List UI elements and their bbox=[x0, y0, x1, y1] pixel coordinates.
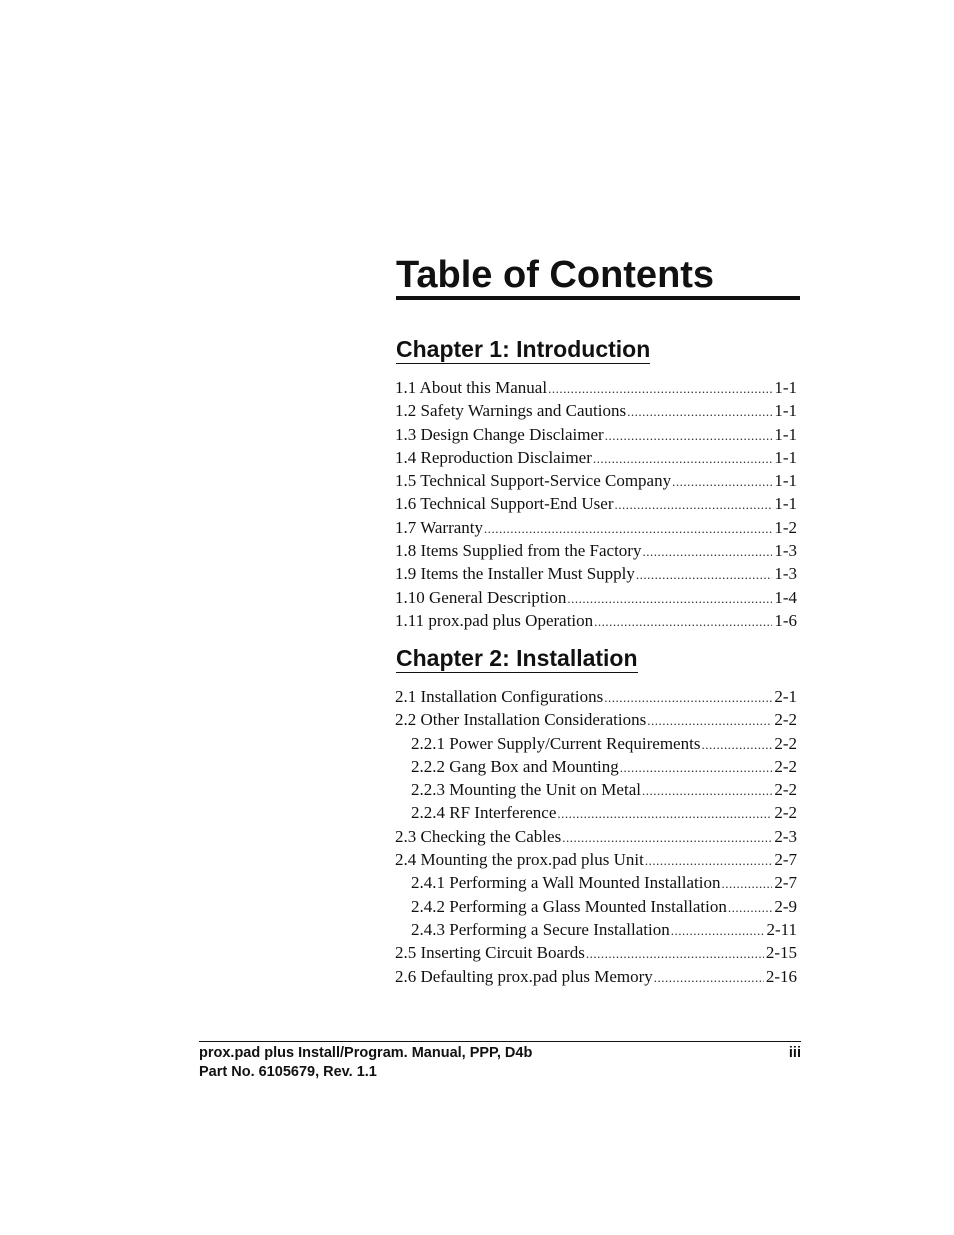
toc-entry[interactable] bbox=[395, 539, 797, 562]
dot-leader bbox=[672, 470, 772, 493]
toc-entry-title: 2.4 Mounting the prox.pad plus Unit bbox=[395, 850, 644, 870]
toc-entry-page: 2-3 bbox=[774, 826, 797, 846]
toc-entry-title: 1.11 prox.pad plus Operation bbox=[395, 610, 594, 630]
page-title: Table of Contents bbox=[396, 254, 715, 296]
dot-leader bbox=[586, 942, 764, 965]
toc-entry-title: 1.1 About this Manual bbox=[395, 378, 548, 397]
toc-entry-title: 2.6 Defaulting prox.pad plus Memory bbox=[395, 966, 653, 986]
toc-entry-title: 1.4 Reproduction Disclaimer bbox=[395, 447, 592, 467]
toc-entry[interactable] bbox=[395, 586, 797, 609]
toc-entry[interactable] bbox=[395, 562, 797, 585]
toc-entry-title: 1.3 Design Change Disclaimer bbox=[395, 424, 604, 444]
dot-leader bbox=[620, 756, 773, 779]
toc-entry-title: 2.2 Other Installation Considerations bbox=[395, 710, 647, 730]
toc-entry[interactable] bbox=[395, 755, 797, 778]
toc-entry-page: 2-2 bbox=[774, 780, 797, 800]
toc-entry-title: 2.2.3 Mounting the Unit on Metal bbox=[411, 780, 641, 800]
toc-entry-title: 1.5 Technical Support-Service Company bbox=[395, 471, 672, 491]
dot-leader bbox=[647, 709, 772, 732]
toc-entry-title: 2.4.3 Performing a Secure Installation bbox=[411, 919, 670, 939]
toc-entry-page: 1-1 bbox=[774, 424, 797, 444]
footer-manual-title: prox.pad plus Install/Program. Manual, PPP, D4b bbox=[199, 1045, 533, 1061]
toc-entry-page: 2-15 bbox=[765, 943, 797, 963]
dot-leader bbox=[636, 563, 772, 586]
toc-entry-title: 2.5 Inserting Circuit Boards bbox=[395, 943, 585, 963]
toc-entry[interactable] bbox=[395, 492, 797, 515]
toc-entry[interactable] bbox=[395, 685, 797, 708]
dot-leader bbox=[654, 966, 764, 989]
footer-part-number: Part No. 6105679, Rev. 1.1 bbox=[199, 1064, 377, 1080]
toc-entry-page: 2-2 bbox=[774, 710, 797, 730]
dot-leader bbox=[642, 779, 772, 802]
toc-entry-title: 2.3 Checking the Cables bbox=[395, 826, 562, 846]
toc-entry[interactable] bbox=[395, 825, 797, 848]
toc-entry-page: 1-4 bbox=[774, 587, 797, 607]
toc-entry-page: 1-1 bbox=[774, 401, 797, 421]
toc-entry-page: 1-1 bbox=[774, 471, 797, 491]
toc-entry[interactable] bbox=[395, 871, 797, 894]
dot-leader bbox=[627, 400, 772, 423]
toc-entry[interactable] bbox=[395, 423, 797, 446]
dot-leader bbox=[645, 849, 772, 872]
toc-entry-page: 1-6 bbox=[774, 610, 797, 630]
chapter-1-toc-list bbox=[395, 376, 797, 632]
chapter-2-heading: Chapter 2: Installation bbox=[396, 645, 638, 671]
toc-entry[interactable] bbox=[395, 376, 797, 399]
toc-entry-title: 2.4.1 Performing a Wall Mounted Installation bbox=[411, 873, 721, 893]
dot-leader bbox=[593, 447, 772, 470]
toc-entry[interactable] bbox=[395, 801, 797, 824]
dot-leader bbox=[701, 733, 772, 756]
toc-entry-page: 1-3 bbox=[774, 564, 797, 584]
toc-entry-title: 2.2.2 Gang Box and Mounting bbox=[411, 756, 619, 776]
chapter-1-heading: Chapter 1: Introduction bbox=[396, 336, 651, 362]
toc-entry[interactable] bbox=[395, 708, 797, 731]
toc-entry[interactable] bbox=[395, 965, 797, 988]
toc-entry-title: 2.1 Installation Configurations bbox=[395, 687, 604, 706]
toc-entry-title: 1.9 Items the Installer Must Supply bbox=[395, 564, 635, 584]
toc-entry-title: 1.6 Technical Support-End User bbox=[395, 494, 614, 514]
toc-entry[interactable] bbox=[395, 778, 797, 801]
toc-entry-page: 1-3 bbox=[774, 541, 797, 561]
toc-entry[interactable] bbox=[395, 399, 797, 422]
dot-leader bbox=[484, 517, 772, 540]
footer-page-number: iii bbox=[788, 1045, 801, 1061]
toc-entry-page: 2-7 bbox=[774, 850, 797, 870]
toc-entry[interactable] bbox=[395, 446, 797, 469]
dot-leader bbox=[567, 587, 772, 610]
dot-leader bbox=[604, 686, 772, 709]
toc-entry-title: 1.10 General Description bbox=[395, 587, 567, 607]
toc-entry-page: 1-1 bbox=[774, 447, 797, 467]
toc-entry-page: 1-1 bbox=[774, 378, 797, 397]
toc-entry-title: 1.2 Safety Warnings and Cautions bbox=[395, 401, 627, 421]
toc-entry-page: 2-2 bbox=[774, 756, 797, 776]
dot-leader bbox=[548, 377, 772, 400]
dot-leader bbox=[615, 493, 773, 516]
toc-entry-title: 2.2.1 Power Supply/Current Requirements bbox=[411, 733, 701, 753]
toc-entry[interactable] bbox=[395, 848, 797, 871]
toc-entry[interactable] bbox=[395, 609, 797, 632]
toc-entry-page: 2-2 bbox=[774, 803, 797, 823]
toc-entry[interactable] bbox=[395, 469, 797, 492]
dot-leader bbox=[671, 919, 765, 942]
dot-leader bbox=[562, 826, 772, 849]
title-underline bbox=[396, 296, 800, 300]
dot-leader bbox=[594, 610, 772, 633]
toc-entry-title: 1.7 Warranty bbox=[395, 517, 484, 537]
toc-entry-page: 2-2 bbox=[774, 733, 797, 753]
toc-entry[interactable] bbox=[395, 732, 797, 755]
toc-entry-page: 1-1 bbox=[774, 494, 797, 514]
toc-entry-title: 1.8 Items Supplied from the Factory bbox=[395, 541, 642, 561]
toc-entry-page: 2-11 bbox=[766, 919, 797, 939]
toc-entry[interactable] bbox=[395, 918, 797, 941]
toc-entry[interactable] bbox=[395, 895, 797, 918]
toc-entry-title: 2.4.2 Performing a Glass Mounted Installation bbox=[411, 896, 727, 916]
dot-leader bbox=[642, 540, 772, 563]
toc-entry-title: 2.2.4 RF Interference bbox=[411, 803, 557, 823]
toc-entry-page: 2-9 bbox=[774, 896, 797, 916]
chapter-2-toc-list bbox=[395, 685, 797, 988]
toc-entry-page: 1-2 bbox=[774, 517, 797, 537]
dot-leader bbox=[728, 896, 772, 919]
dot-leader bbox=[721, 872, 772, 895]
dot-leader bbox=[605, 424, 773, 447]
toc-entry-page: 2-1 bbox=[774, 687, 797, 706]
toc-entry[interactable] bbox=[395, 941, 797, 964]
dot-leader bbox=[557, 802, 772, 825]
toc-entry-page: 2-16 bbox=[765, 966, 797, 986]
toc-entry-page: 2-7 bbox=[774, 873, 797, 893]
toc-entry[interactable] bbox=[395, 516, 797, 539]
footer-rule bbox=[199, 1041, 801, 1042]
